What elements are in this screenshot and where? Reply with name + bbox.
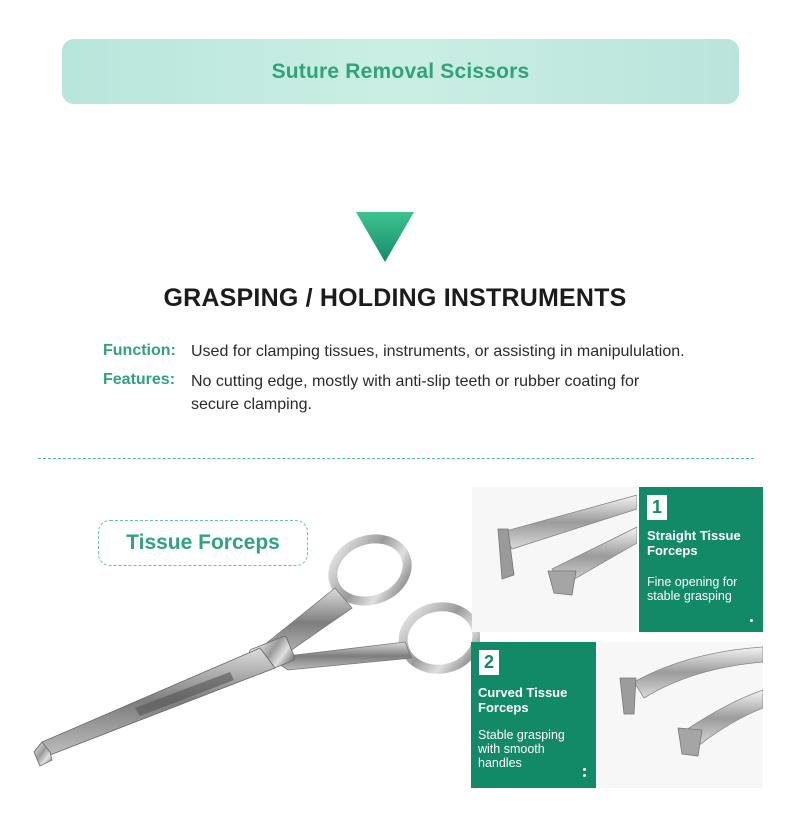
curved-forceps-card: [471, 642, 596, 788]
forceps-image: [30, 530, 480, 775]
forceps-tip-image: [472, 487, 637, 632]
banner-title: Suture Removal Scissors: [271, 59, 530, 83]
card-title-line2: Forceps: [478, 700, 529, 715]
section-heading: GRASPING / HOLDING INSTRUMENTS: [163, 284, 627, 312]
card-number: 2: [479, 650, 499, 675]
down-triangle-icon: [356, 212, 414, 262]
pagination-dot: [583, 774, 586, 777]
straight-forceps-card: [639, 487, 763, 632]
card-desc-line3: handles: [478, 756, 522, 770]
features-text-line1: No cutting edge, mostly with anti-slip teeth or rubber coating for: [191, 373, 640, 390]
function-label: Function:: [103, 342, 176, 359]
card-title-line2: Forceps: [647, 543, 698, 558]
features-label: Features:: [103, 371, 176, 388]
card-title-line1: Straight Tissue: [647, 528, 741, 543]
title-banner: [62, 39, 739, 104]
card-desc-line1: Stable grasping: [478, 728, 565, 742]
section-divider: [38, 458, 754, 459]
curved-forceps-photo: [598, 642, 763, 788]
function-text: Used for clamping tissues, instruments, or assisting in manipululation.: [191, 343, 685, 360]
card-title-line1: Curved Tissue: [478, 685, 568, 700]
card-number: 1: [647, 495, 667, 520]
pagination-dot: [750, 619, 753, 622]
card-desc-line1: Fine opening for: [647, 575, 738, 589]
card-desc-line2: with smooth: [478, 742, 545, 756]
forceps-tip-image: [598, 642, 763, 788]
features-text-line2: secure clamping.: [191, 396, 312, 413]
straight-forceps-photo: [472, 487, 637, 632]
product-name: Tissue Forceps: [126, 531, 280, 554]
pagination-dot: [583, 768, 586, 771]
card-desc-line2: stable grasping: [647, 589, 732, 603]
